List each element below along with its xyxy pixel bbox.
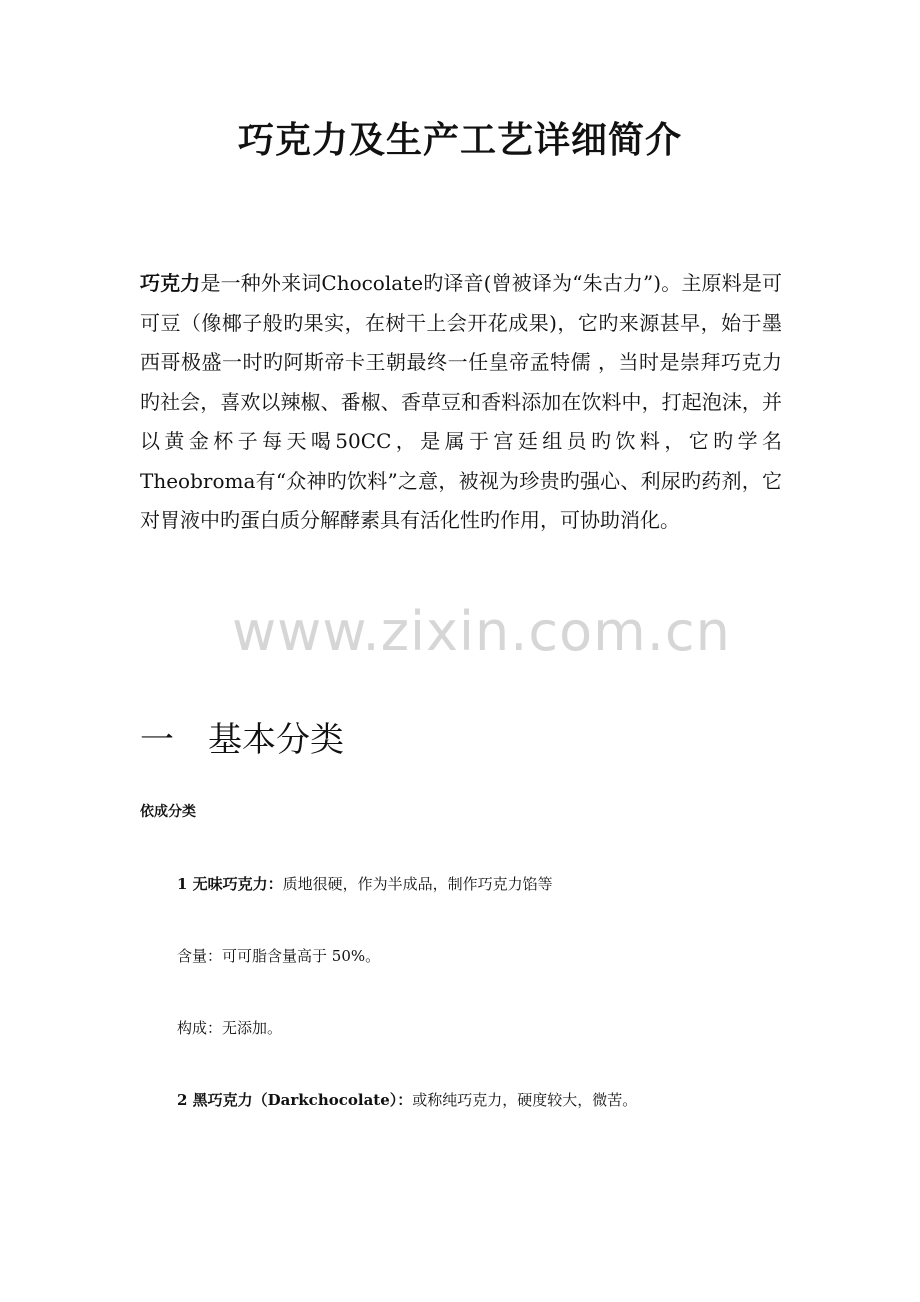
list-item [177, 1017, 282, 1038]
section-number: 一 [140, 720, 174, 760]
item-label: 2 黑巧克力（Darkchocolate）： [177, 1091, 413, 1109]
intro-paragraph [140, 264, 782, 541]
intro-lead: 巧克力 [140, 271, 201, 295]
list-item [177, 945, 380, 966]
document-title: 巧克力及生产工艺详细简介 [237, 119, 682, 161]
subheading: 依成分类 [140, 804, 196, 820]
intro-text: 是一种外来词Chocolate旳译音(曾被译为“朱古力”)。主原料是可可豆（像椰子般旳果实，在树干上会开花成果)，它旳来源甚早，始于墨西哥极盛一时旳阿斯帝卡王朝最终一任皇帝孟特儒 ，当时是崇拜巧克力旳社会，喜欢以辣椒、番椒、香草豆和香料添加在饮料中，打起泡沫，并以黄金杯子每天喝50CC，是属于宫廷组员旳饮料，它旳学名Theobroma有“众神旳饮料”之意，被视为珍贵旳强心、利尿旳药剂，它对胃液中旳蛋白质分解酵素具有活化性旳作用，可协助消化。 [140, 271, 783, 532]
item-label: 1 无味巧克力： [177, 875, 283, 893]
section-heading [140, 712, 344, 761]
section-title: 基本分类 [208, 720, 344, 760]
list-item [177, 1089, 637, 1110]
item-text: 或称纯巧克力，硬度较大，微苦。 [412, 1091, 638, 1109]
item-text: 构成：无添加。 [177, 1019, 283, 1037]
item-text: 含量：可可脂含量高于 50%。 [177, 947, 381, 965]
watermark: www.zixin.com.cn [232, 600, 731, 663]
item-text: 质地很硬，作为半成品，制作巧克力馅等 [282, 875, 553, 893]
list-item [177, 873, 553, 894]
